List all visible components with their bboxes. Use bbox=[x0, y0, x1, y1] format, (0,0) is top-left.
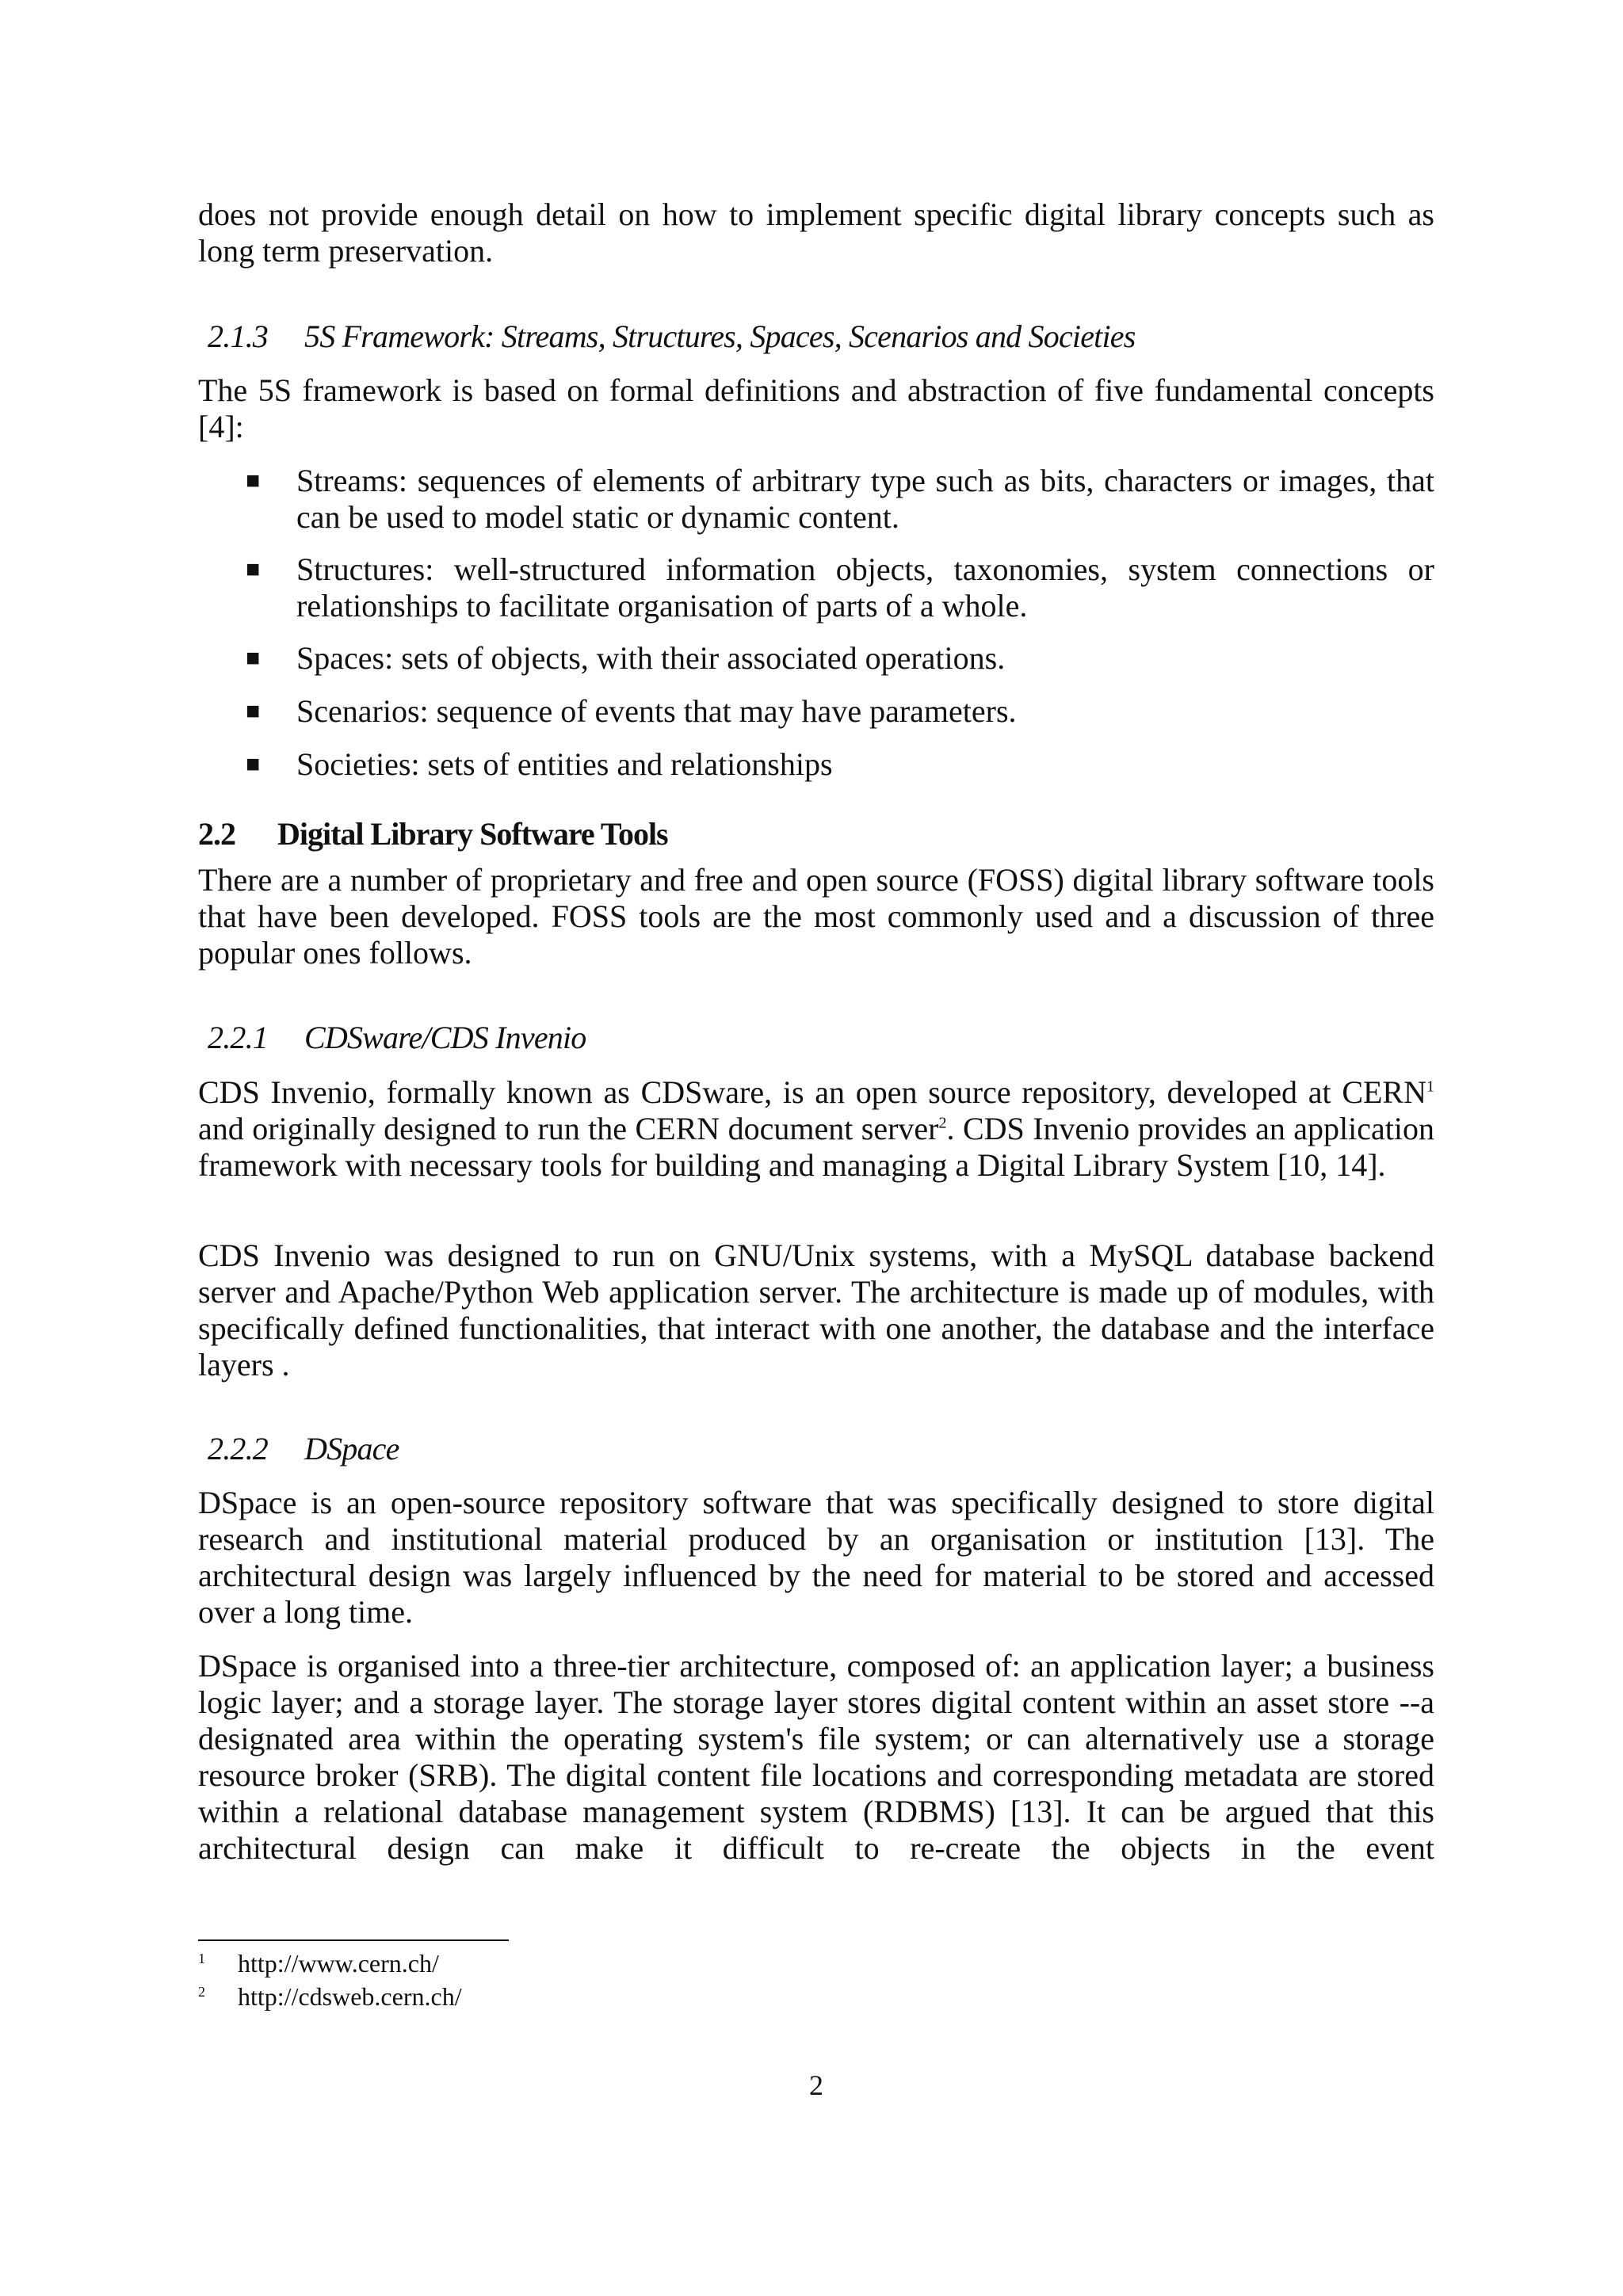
footnote-separator bbox=[198, 1939, 509, 1941]
section-title: Digital Library Software Tools bbox=[277, 816, 668, 852]
section-number: 2.2 bbox=[198, 816, 235, 852]
bullet-square-icon: ■ bbox=[246, 698, 261, 724]
list-item: ■ Scenarios: sequence of events that may have parameters. bbox=[246, 693, 1017, 729]
dspace-paragraph-2: DSpace is organised into a three-tier architecture, composed of: an application layer; a business logic layer; and a storage layer. The storage layer stores digital content within an asset store --a designated area within the operating system's file system; or can alternatively use a storage resource broker (SRB). The digital content file locations and corresponding metadata are stored within a relational database management system (RDBMS) [13]. It can be argued that this architectural design can make it difficult to re-create the objects in the event bbox=[198, 1648, 1434, 1866]
bullet-square-icon: ■ bbox=[246, 751, 261, 777]
dspace-paragraph-1: DSpace is an open-source repository software that was specifically designed to store digital research and institutional material produced by an organisation or institution [13]. The architectural design was largely influenced by the need for material to be stored and accessed over a long time. bbox=[198, 1485, 1434, 1630]
software-tools-paragraph: There are a number of proprietary and free and open source (FOSS) digital library software tools that have been developed. FOSS tools are the most commonly used and a discussion of three popular ones follows. bbox=[198, 862, 1434, 971]
subsection-title: CDSware/CDS Invenio bbox=[304, 1020, 586, 1055]
footnote-link-text: http://cdsweb.cern.ch/ bbox=[238, 1982, 462, 2011]
footnote-number: 2 bbox=[198, 1984, 205, 2000]
list-item: ■ Structures: well-structured information objects, taxonomies, system connections or relationships to facilitate organisation of parts of a whole. bbox=[246, 551, 1434, 624]
framework-lead-paragraph: The 5S framework is based on formal definitions and abstraction of five fundamental concepts [4]: bbox=[198, 372, 1434, 444]
footnote-link-text: http://www.cern.ch/ bbox=[238, 1949, 439, 1978]
list-item: ■ Societies: sets of entities and relationships bbox=[246, 746, 833, 782]
subsection-heading-2-1-3 bbox=[198, 318, 1434, 355]
bullet-square-icon: ■ bbox=[246, 645, 261, 671]
list-item: ■ Spaces: sets of objects, with their associated operations. bbox=[246, 640, 1006, 676]
subsection-title: DSpace bbox=[304, 1431, 399, 1466]
subsection-number: 2.2.2 bbox=[208, 1431, 269, 1466]
continued-paragraph: does not provide enough detail on how to implement specific digital library concepts such as long term preservation. bbox=[198, 196, 1434, 269]
subsection-title: 5S Framework: Streams, Structures, Spaces, Scenarios and Societies bbox=[304, 318, 1136, 354]
paper-page bbox=[198, 0, 1434, 2296]
bullet-square-icon: ■ bbox=[246, 556, 261, 582]
footnote-number: 1 bbox=[198, 1951, 205, 1966]
subsection-number: 2.1.3 bbox=[208, 318, 269, 354]
footnote-1 bbox=[198, 1947, 439, 1979]
footnote-2 bbox=[198, 1981, 462, 2012]
cds-invenio-paragraph-1: CDS Invenio, formally known as CDSware, is an open source repository, developed at CERN$^1$ and originally designed to run the CERN document server$^2$. CDS Invenio provides an application framework with necessary tools for building and managing a Digital Library System [10, 14]. bbox=[198, 1074, 1434, 1183]
cds-invenio-paragraph-2: CDS Invenio was designed to run on GNU/Unix systems, with a MySQL database backend server and Apache/Python Web application server. The architecture is made up of modules, with specifically defined functionalities, that interact with one another, the database and the interface layers . bbox=[198, 1238, 1434, 1383]
subsection-heading-2-2-2 bbox=[198, 1431, 1434, 1467]
page-number: 2 bbox=[809, 2069, 823, 2101]
footnote-ref-2: 2 bbox=[938, 1114, 947, 1132]
subsection-number: 2.2.1 bbox=[208, 1020, 269, 1055]
section-heading-2-2 bbox=[198, 816, 1434, 852]
footnote-ref-1: 1 bbox=[1426, 1077, 1434, 1096]
subsection-heading-2-2-1 bbox=[198, 1020, 1434, 1056]
list-item: ■ Streams: sequences of elements of arbitrary type such as bits, characters or images, that can be used to model static or dynamic content. bbox=[246, 463, 1434, 535]
bullet-square-icon: ■ bbox=[246, 467, 261, 494]
